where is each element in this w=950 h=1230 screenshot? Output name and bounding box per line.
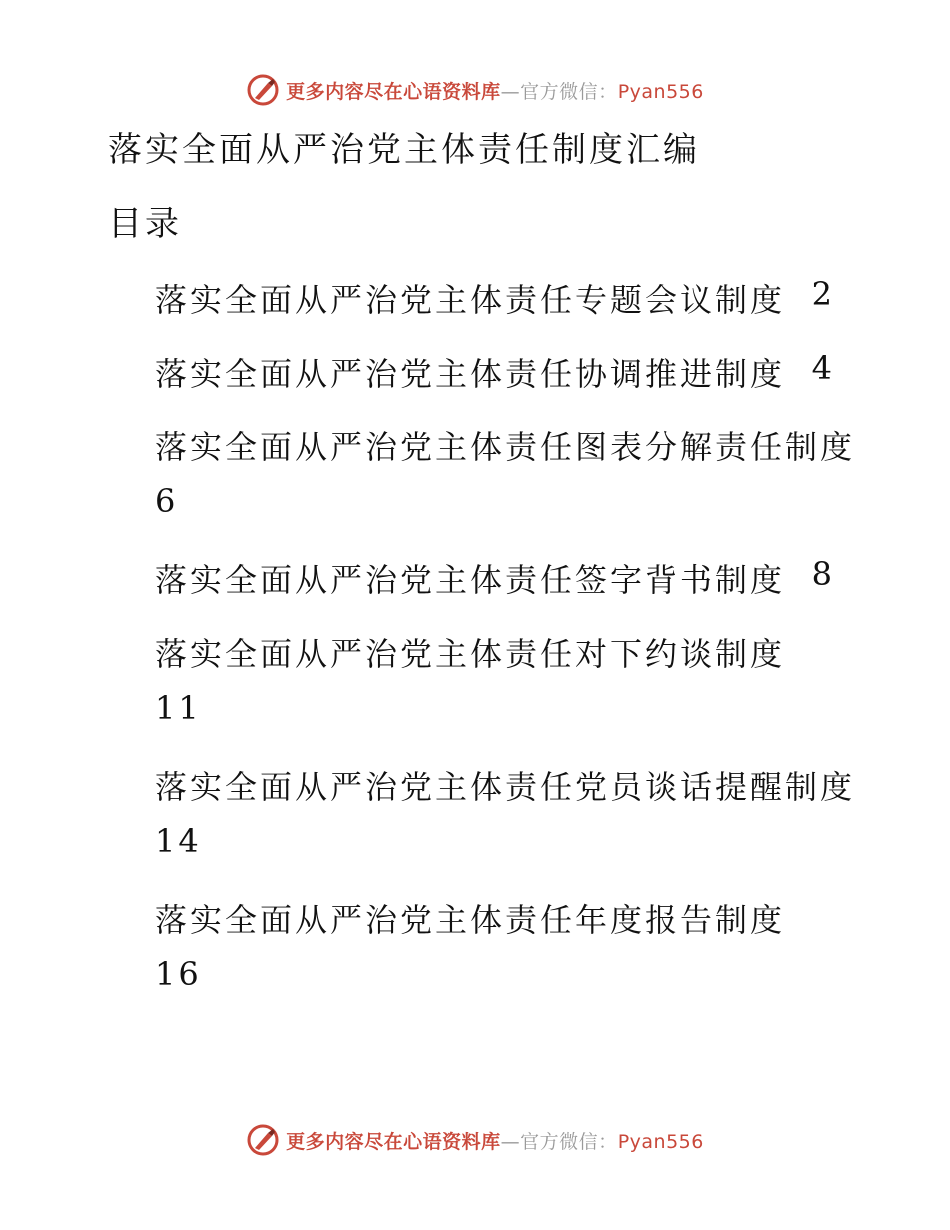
toc-entry-page: 16: [155, 955, 202, 993]
pen-logo-icon: [246, 73, 280, 107]
toc-entry[interactable]: [155, 275, 835, 321]
toc-entry-label: 落实全面从严治党主体责任年度报告制度: [155, 901, 786, 939]
toc-entry-label: 落实全面从严治党主体责任签字背书制度: [155, 561, 786, 599]
toc-entry-page: 6: [155, 482, 179, 520]
toc-entry-page: 8: [811, 555, 835, 593]
toc-entry[interactable]: [155, 762, 856, 860]
toc-entry-page: 2: [811, 275, 835, 313]
banner-text: 更多内容尽在心语资料库—官方微信：Pyan556: [286, 1130, 704, 1153]
pen-logo-icon: [246, 1123, 280, 1157]
toc-entry-label: 落实全面从严治党主体责任专题会议制度: [155, 281, 786, 319]
banner-text: 更多内容尽在心语资料库—官方微信：Pyan556: [286, 80, 704, 103]
document-title: 落实全面从严治党主体责任制度汇编: [108, 130, 700, 170]
toc-entry[interactable]: [155, 629, 835, 727]
toc-entry-page: 14: [155, 822, 202, 860]
toc-entry-label: 落实全面从严治党主体责任协调推进制度: [155, 355, 786, 393]
toc-entry[interactable]: [155, 895, 835, 993]
toc-entry-label: 落实全面从严治党主体责任对下约谈制度: [155, 635, 786, 673]
toc-entry[interactable]: [155, 555, 835, 601]
toc-heading: 目录: [108, 204, 182, 244]
header-watermark-banner: [0, 70, 950, 110]
toc-entry-label: 落实全面从严治党主体责任图表分解责任制度: [155, 428, 856, 466]
toc-entry-page: 11: [155, 689, 202, 727]
toc-entry[interactable]: [155, 349, 835, 395]
toc-entry[interactable]: [155, 422, 856, 520]
footer-watermark-banner: [0, 1120, 950, 1160]
toc-entry-page: 4: [811, 349, 835, 387]
toc-entry-label: 落实全面从严治党主体责任党员谈话提醒制度: [155, 768, 856, 806]
